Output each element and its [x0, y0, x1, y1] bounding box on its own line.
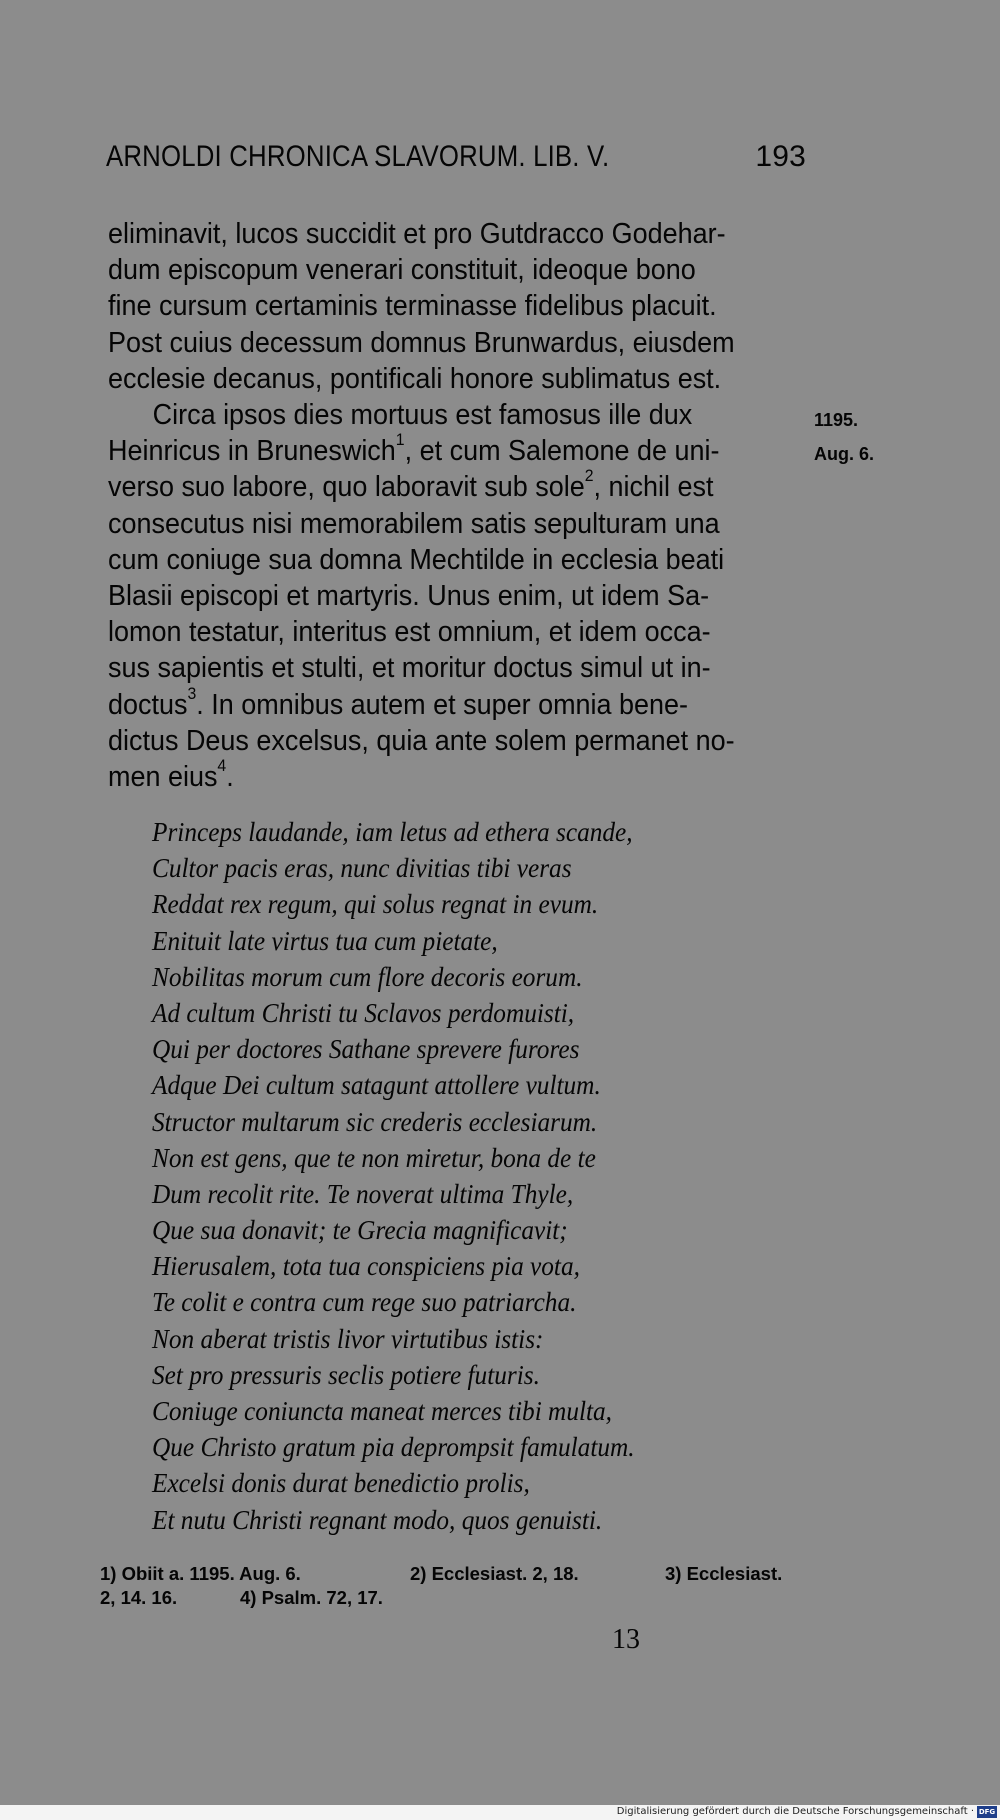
- footnote-4: 4) Psalm. 72, 17.: [240, 1587, 383, 1608]
- footnote-row: [100, 1586, 810, 1610]
- verse-line: Excelsi donis durat benedictio prolis,: [152, 1467, 530, 1499]
- page-header: [106, 140, 806, 184]
- text-segment: , et cum Salemone de uni-: [404, 435, 720, 468]
- footnote-ref: 4: [217, 755, 227, 775]
- text-line: Blasii episcopi et martyris. Unus enim, ut idem Sa-: [108, 579, 710, 612]
- verse-line: Structor multarum sic crederis ecclesiarum.: [152, 1105, 598, 1137]
- margin-note-date: Aug. 6.: [814, 444, 875, 464]
- text-line: dum episcopum venerari constituit, ideoque bono: [108, 254, 696, 287]
- verse-line: Ad cultum Christi tu Sclavos perdomuisti,: [152, 996, 575, 1028]
- verse-line: Adque Dei cultum satagunt attollere vultum.: [152, 1069, 601, 1101]
- verse-line: Non aberat tristis livor virtutibus istis:: [152, 1322, 544, 1354]
- verse-line: Coniuge coniuncta maneat merces tibi multa,: [152, 1395, 613, 1426]
- running-title: ARNOLDI CHRONICA SLAVORUM. LIB. V.: [106, 140, 610, 173]
- text-line: [108, 683, 759, 723]
- text-line: dictus Deus excelsus, quia ante solem permanet no-: [108, 724, 735, 757]
- text-line: eliminavit, lucos succidit et pro Gutdracco Godehar-: [108, 218, 726, 250]
- text-line: Post cuius decessum domnus Brunwardus, eiusdem: [108, 326, 735, 359]
- footnote-3-continued: 2, 14. 16.: [100, 1587, 178, 1608]
- margin-note-year: 1195.: [814, 410, 859, 430]
- verse-line: Te colit e contra cum rege suo patriarcha.: [152, 1286, 577, 1318]
- text-line: [108, 755, 759, 795]
- text-segment: Heinricus in Bruneswich: [108, 435, 396, 468]
- footnote-ref: 2: [584, 466, 594, 486]
- text-line: lomon testatur, interitus est omnium, et idem occa-: [108, 616, 711, 649]
- text-segment: . In omnibus autem et super omnia bene-: [196, 688, 689, 721]
- text-line: Circa ipsos dies mortuus est famosus ille dux: [152, 399, 693, 431]
- verse-line: Dum recolit rite. Te noverat ultima Thyle,: [152, 1177, 574, 1209]
- verse-line: Et nutu Christi regnant modo, quos genuisti.: [152, 1503, 603, 1535]
- footnote-ref: 3: [187, 683, 197, 703]
- text-segment: .: [226, 760, 234, 793]
- verse-block: [152, 814, 792, 1538]
- page-number: 193: [755, 140, 806, 173]
- text-line: [108, 430, 759, 469]
- text-segment: verso suo labore, quo laboravit sub sole: [108, 471, 585, 504]
- footnote-1: 1) Obiit a. 1195. Aug. 6.: [100, 1563, 301, 1584]
- verse-line: Enituit late virtus tua cum pietate,: [152, 924, 498, 956]
- footnote-ref: 1: [395, 430, 405, 450]
- text-line: fine cursum certaminis terminasse fidelibus placuit.: [108, 290, 717, 323]
- footnotes: [100, 1562, 810, 1610]
- paragraph-1: [108, 216, 808, 397]
- footnote-3: 3) Ecclesiast.: [665, 1563, 783, 1584]
- footnote-row: [100, 1562, 810, 1586]
- verse-line: Reddat rex regum, qui solus regnat in evum.: [152, 888, 599, 920]
- verse-line: Nobilitas morum cum flore decoris eorum.: [152, 960, 583, 992]
- text-line: consecutus nisi memorabilem satis sepulturam una: [108, 507, 720, 540]
- verse-line: Que sua donavit; te Grecia magnificavit;: [152, 1214, 568, 1246]
- text-line: [108, 466, 759, 505]
- verse-line: Qui per doctores Sathane sprevere furores: [152, 1033, 580, 1065]
- text-segment: , nichil est: [593, 471, 714, 504]
- text-line: ecclesie decanus, pontificali honore sublimatus est.: [108, 362, 722, 395]
- digitization-credit-bar: [0, 1805, 1000, 1820]
- verse-line: Hierusalem, tota tua conspiciens pia vota,: [152, 1250, 580, 1282]
- text-segment: men eius: [108, 760, 218, 793]
- verse-line: Princeps laudande, iam letus ad ethera scande,: [152, 816, 633, 847]
- verse-line: Que Christo gratum pia deprompsit famulatum.: [152, 1431, 635, 1463]
- footnote-2: 2) Ecclesiast. 2, 18.: [410, 1563, 579, 1584]
- text-segment: doctus: [108, 688, 188, 721]
- signature-mark: 13: [612, 1624, 640, 1655]
- paragraph-2: [108, 397, 808, 795]
- verse-line: Set pro pressuris seclis potiere futuris.: [152, 1358, 540, 1390]
- text-line: sus sapientis et stulti, et moritur doctus simul ut in-: [108, 652, 711, 685]
- verse-line: Non est gens, que te non miretur, bona de te: [152, 1141, 596, 1173]
- text-line: cum coniuge sua domna Mechtilde in ecclesia beati: [108, 543, 725, 576]
- dfg-logo-icon: DFG: [978, 1808, 996, 1816]
- verse-line: Cultor pacis eras, nunc divitias tibi veras: [152, 852, 572, 884]
- credit-text: Digitalisierung gefördert durch die Deutsche Forschungsgemeinschaft ·: [616, 1806, 974, 1817]
